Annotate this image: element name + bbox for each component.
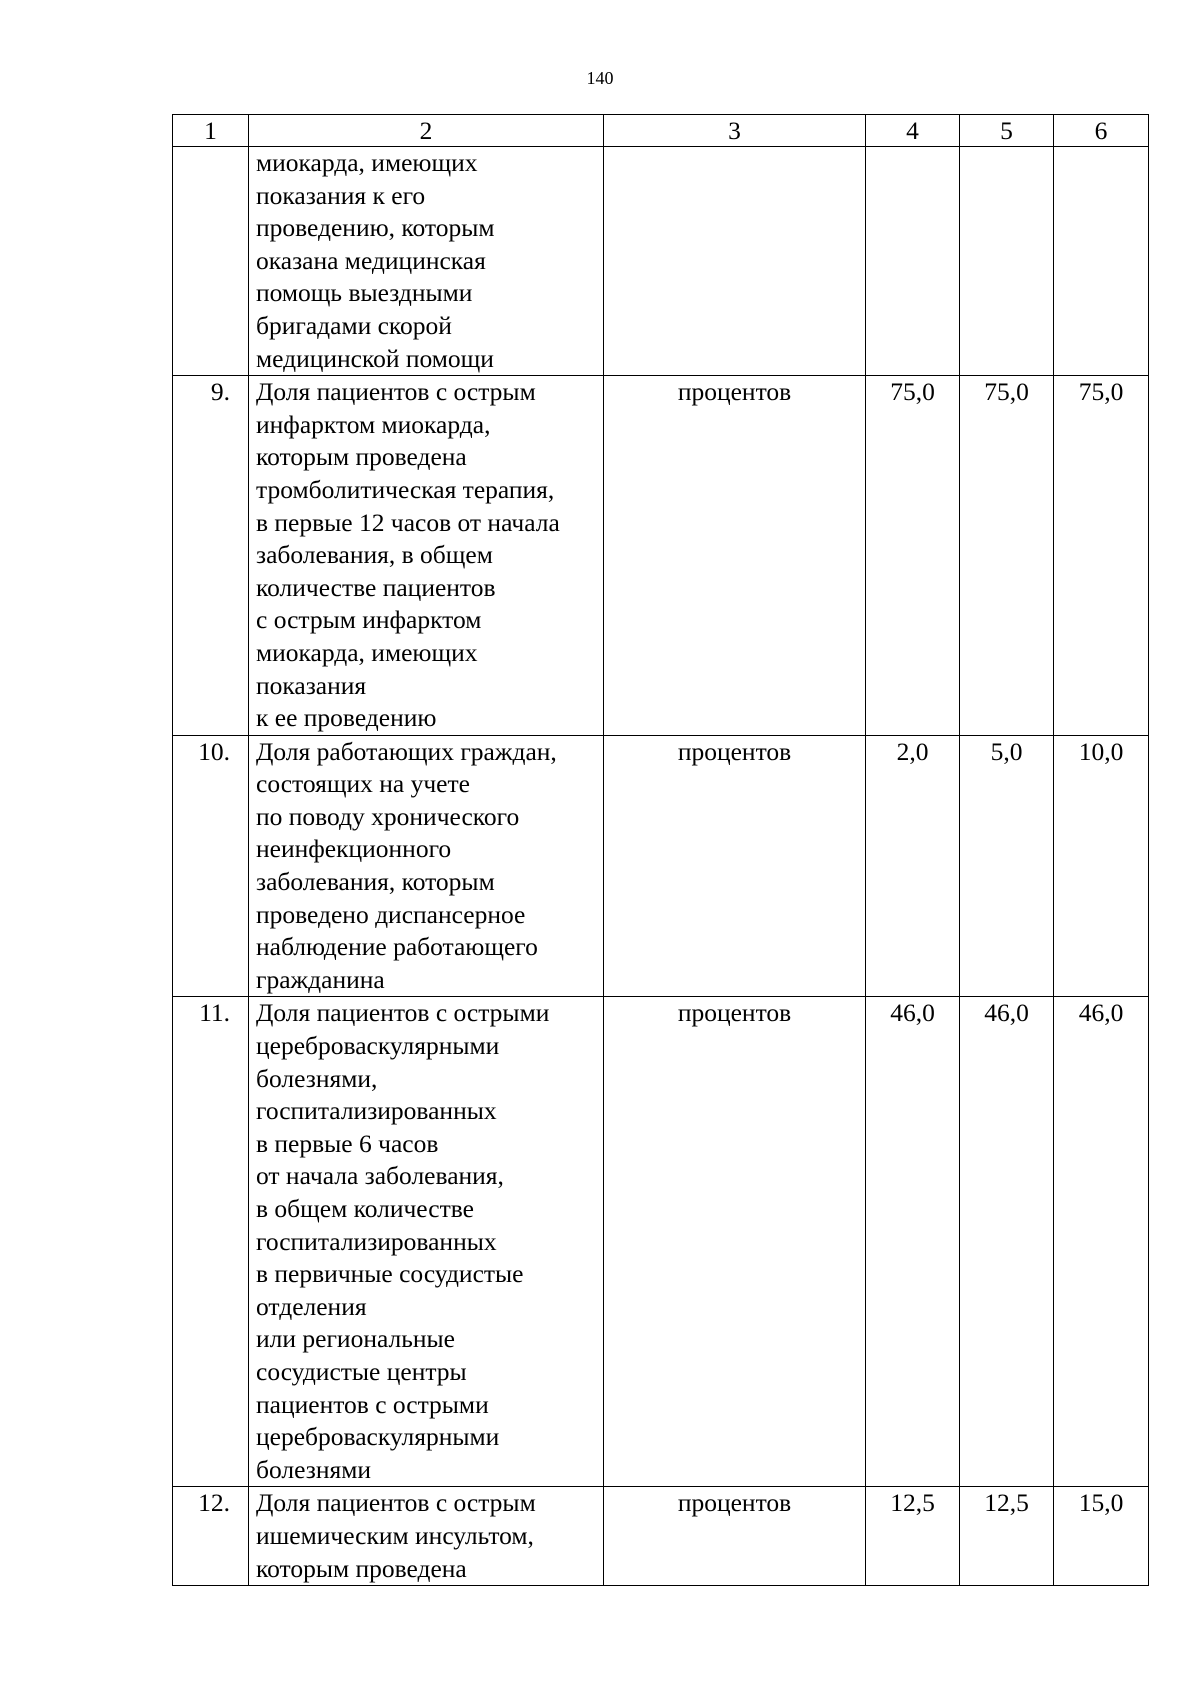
description-line: заболевания, которым xyxy=(256,867,495,897)
description-line: от начала заболевания, xyxy=(256,1161,504,1191)
description-line: проведено диспансерное xyxy=(256,899,526,929)
value-col-5 xyxy=(960,147,1054,376)
description-line: госпитализированных xyxy=(256,1226,497,1256)
description-line: медицинской помощи xyxy=(256,343,494,373)
description-line: к ее проведению xyxy=(256,703,437,733)
description-line: которым проведена xyxy=(256,1553,467,1583)
value-col-6: 15,0 xyxy=(1054,1487,1149,1586)
value-col-6: 75,0 xyxy=(1054,376,1149,736)
description-line: болезнями xyxy=(256,1454,371,1484)
value-col-5: 12,5 xyxy=(960,1487,1054,1586)
table-row xyxy=(173,997,1149,1487)
description-line: с острым инфарктом xyxy=(256,605,482,635)
unit-of-measure: процентов xyxy=(604,735,866,997)
value-col-5: 46,0 xyxy=(960,997,1054,1487)
description-line: неинфекционного xyxy=(256,834,452,864)
indicators-table xyxy=(172,114,1149,1586)
value-col-4: 12,5 xyxy=(866,1487,960,1586)
description-line: в первые 6 часов xyxy=(256,1128,439,1158)
description-line: Доля пациентов с острым xyxy=(256,377,536,407)
description-line: Доля пациентов с острым xyxy=(256,1488,536,1518)
row-number xyxy=(173,147,249,376)
indicator-description xyxy=(249,1487,604,1586)
header-col-5: 5 xyxy=(960,115,1054,147)
row-number: 9. xyxy=(173,376,249,736)
table-row xyxy=(173,376,1149,736)
description-line: госпитализированных xyxy=(256,1096,497,1126)
description-line: в общем количестве xyxy=(256,1194,474,1223)
description-line: по поводу хронического xyxy=(256,801,520,831)
value-col-6 xyxy=(1054,147,1149,376)
description-line: оказана медицинская xyxy=(256,245,486,275)
description-line: в первичные сосудистые xyxy=(256,1259,524,1289)
indicator-description xyxy=(249,997,604,1487)
table-row xyxy=(173,147,1149,376)
row-number: 10. xyxy=(173,735,249,997)
header-col-3: 3 xyxy=(604,115,866,147)
description-line: наблюдение работающего xyxy=(256,932,538,962)
description-line: заболевания, в общем xyxy=(256,540,493,570)
value-col-4: 2,0 xyxy=(866,735,960,997)
table-row xyxy=(173,1487,1149,1586)
unit-of-measure: процентов xyxy=(604,1487,866,1586)
row-number: 12. xyxy=(173,1487,249,1586)
description-line: в первые 12 часов от начала xyxy=(256,507,560,537)
description-line: помощь выездными xyxy=(256,278,473,308)
indicator-description xyxy=(249,147,604,376)
value-col-6: 46,0 xyxy=(1054,997,1149,1487)
value-col-4: 75,0 xyxy=(866,376,960,736)
description-line: или региональные xyxy=(256,1324,455,1354)
description-line: болезнями, xyxy=(256,1063,378,1093)
header-col-4: 4 xyxy=(866,115,960,147)
description-line: гражданина xyxy=(256,964,385,994)
unit-of-measure xyxy=(604,147,866,376)
description-line: цереброваскулярными xyxy=(256,1422,500,1452)
row-number: 11. xyxy=(173,997,249,1487)
description-line: количестве пациентов xyxy=(256,572,496,602)
value-col-4 xyxy=(866,147,960,376)
value-col-5: 75,0 xyxy=(960,376,1054,736)
header-row xyxy=(173,115,1149,147)
description-line: проведению, которым xyxy=(256,213,495,243)
description-line: пациентов с острыми xyxy=(256,1389,489,1419)
description-line: показания xyxy=(256,670,367,700)
description-line: бригадами скорой xyxy=(256,310,452,340)
description-line: показания к его xyxy=(256,180,426,210)
indicator-description xyxy=(249,735,604,997)
indicator-description xyxy=(249,376,604,736)
description-line: цереброваскулярными xyxy=(256,1031,500,1061)
description-line: Доля пациентов с острыми xyxy=(256,998,550,1028)
description-line: которым проведена xyxy=(256,442,467,472)
value-col-6: 10,0 xyxy=(1054,735,1149,997)
table-row xyxy=(173,735,1149,997)
unit-of-measure: процентов xyxy=(604,997,866,1487)
header-col-6: 6 xyxy=(1054,115,1149,147)
unit-of-measure: процентов xyxy=(604,376,866,736)
description-line: миокарда, имеющих xyxy=(256,637,478,667)
header-col-1: 1 xyxy=(173,115,249,147)
description-line: ишемическим инсультом, xyxy=(256,1520,534,1550)
value-col-4: 46,0 xyxy=(866,997,960,1487)
description-line: тромболитическая терапия, xyxy=(256,474,555,504)
description-line: отделения xyxy=(256,1291,367,1321)
header-col-2: 2 xyxy=(249,115,604,147)
description-line: состоящих на учете xyxy=(256,769,470,799)
value-col-5: 5,0 xyxy=(960,735,1054,997)
page-number: 140 xyxy=(586,68,614,88)
description-line: Доля работающих граждан, xyxy=(256,736,557,766)
description-line: инфарктом миокарда, xyxy=(256,409,491,439)
description-line: сосудистые центры xyxy=(256,1356,467,1386)
description-line: миокарда, имеющих xyxy=(256,148,478,177)
